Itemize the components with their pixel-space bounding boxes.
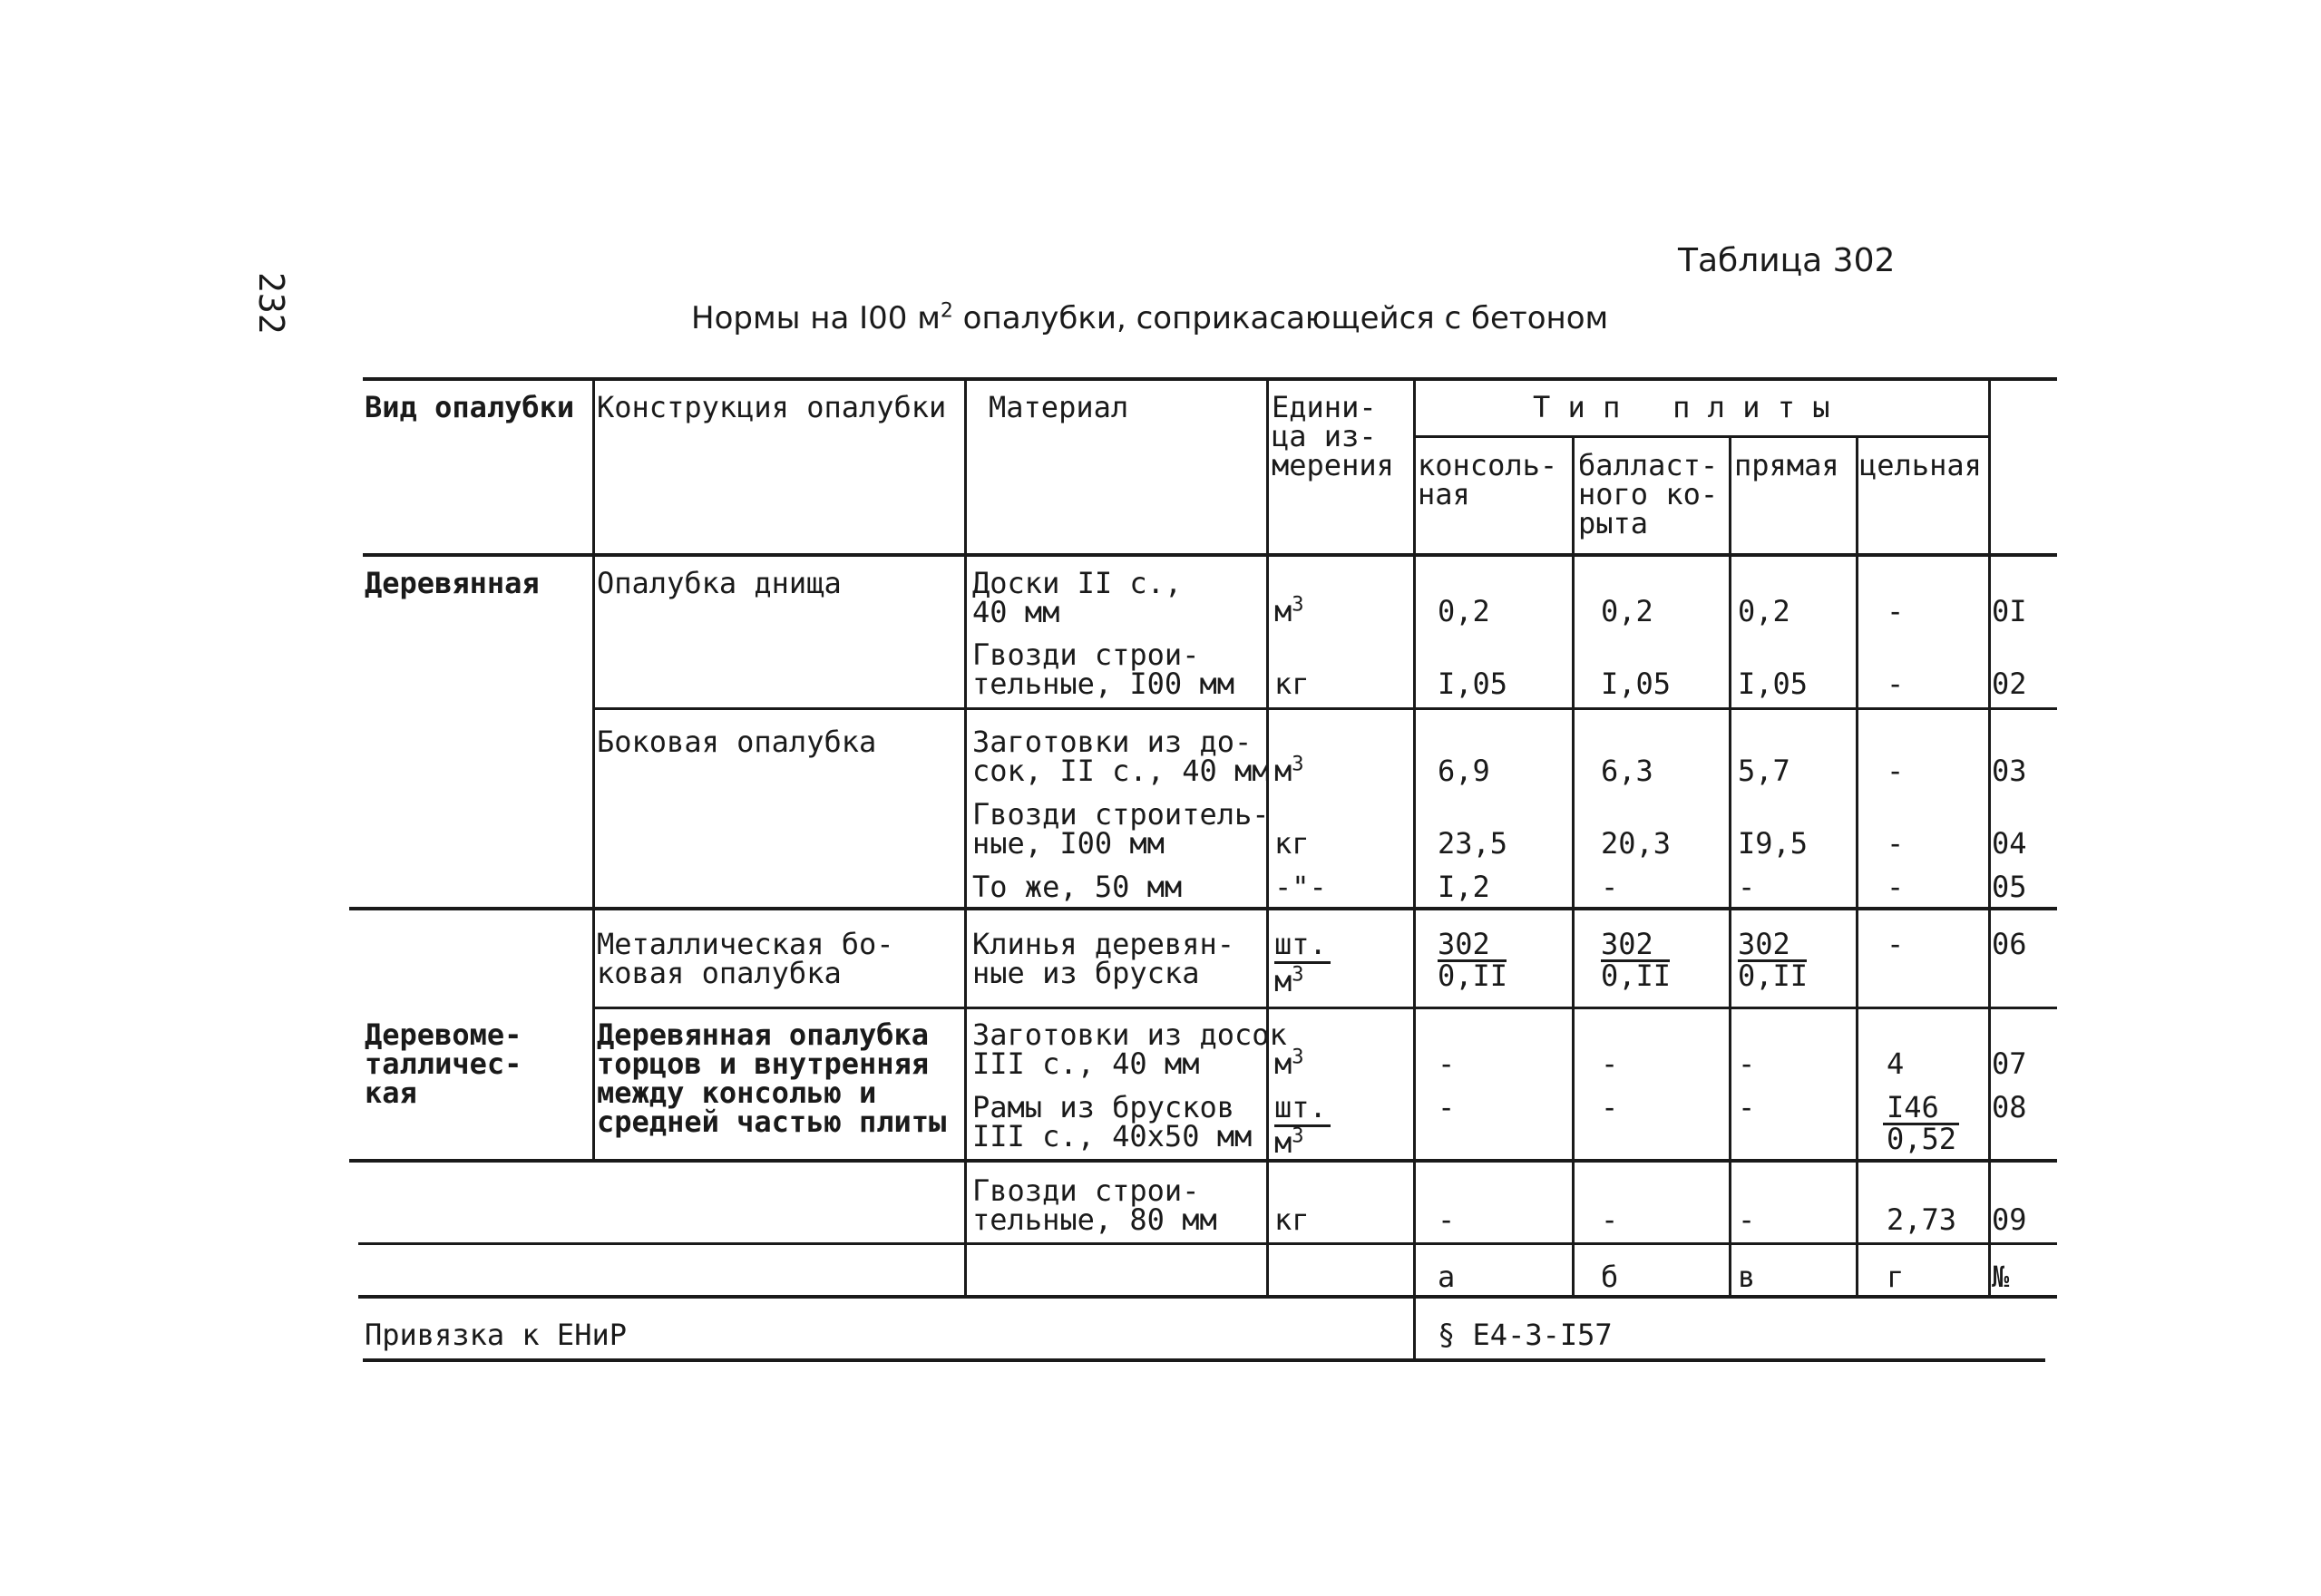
num-04: 04 <box>1992 826 2027 861</box>
header-c: прямая <box>1734 448 1839 482</box>
constr-woodface-4: средней частью плиты <box>597 1105 947 1139</box>
val-01-d: - <box>1887 594 1905 628</box>
title-rest: опалубки, соприкасающейся с бетоном <box>952 300 1609 336</box>
unit-04: кг <box>1274 826 1310 861</box>
rule-woodface <box>594 1007 2057 1009</box>
mat-07-1: Заготовки из досок <box>972 1017 1287 1052</box>
val-04-c: I9,5 <box>1738 826 1809 861</box>
constr-woodface-1: Деревянная опалубка <box>597 1017 930 1052</box>
val-03-c: 5,7 <box>1738 754 1790 788</box>
val-06-b-top: 302 <box>1601 927 1653 961</box>
unit-03-sup: 3 <box>1292 753 1304 776</box>
val-05-b: - <box>1601 870 1619 904</box>
num-01: 0I <box>1992 594 2027 628</box>
val-05-c: - <box>1738 870 1756 904</box>
mat-08-2: III с., 40x50 мм <box>972 1119 1253 1153</box>
val-02-d: - <box>1887 667 1905 701</box>
mat-02-2: тельные, I00 мм <box>972 667 1234 701</box>
table-label: Таблица 302 <box>1678 242 1896 279</box>
title-sup: 2 <box>940 299 953 323</box>
header-a-1: консоль- <box>1418 448 1558 482</box>
page-number: 232 <box>251 272 291 335</box>
constr-side: Боковая опалубка <box>597 725 877 759</box>
rule-side <box>594 707 2057 710</box>
group-woodmetal-2: талличес- <box>365 1046 522 1081</box>
header-unit-3: мерения <box>1272 448 1394 482</box>
header-b-3: рыта <box>1578 506 1649 540</box>
unit-08-top: шт. <box>1274 1090 1327 1124</box>
mat-01-2: 40 мм <box>972 595 1060 629</box>
unit-07-base: м <box>1274 1046 1292 1081</box>
mat-09-1: Гвозди строи- <box>972 1173 1200 1208</box>
mat-08-1: Рамы из брусков <box>972 1090 1234 1124</box>
val-04-d: - <box>1887 826 1905 861</box>
val-06-a-bot: 0,II <box>1438 959 1508 993</box>
val-08-b: - <box>1601 1090 1619 1124</box>
unit-08-base: м <box>1274 1125 1292 1160</box>
num-02: 02 <box>1992 667 2027 701</box>
col-sep-6 <box>1729 435 1731 1295</box>
mat-04-1: Гвозди строитель- <box>972 797 1270 832</box>
header-unit-1: Едини- <box>1272 390 1377 424</box>
table-title <box>691 299 1609 336</box>
unit-07 <box>1274 1046 1304 1081</box>
unit-01 <box>1274 593 1304 628</box>
unit-03-base: м <box>1274 754 1292 788</box>
footer-ref: § Е4-3-I57 <box>1438 1318 1613 1352</box>
val-03-d: - <box>1887 754 1905 788</box>
constr-metal-2: ковая опалубка <box>597 956 842 990</box>
val-08-d-top: I46 <box>1887 1090 1939 1124</box>
col-sep-1 <box>592 377 595 1159</box>
val-07-b: - <box>1601 1046 1619 1081</box>
unit-08-sup: 3 <box>1292 1124 1304 1148</box>
val-08-a: - <box>1438 1090 1456 1124</box>
val-08-d-bot: 0,52 <box>1887 1122 1957 1156</box>
unit-08-bot <box>1274 1124 1304 1160</box>
unit-06-sup: 3 <box>1292 963 1304 987</box>
num-07: 07 <box>1992 1046 2027 1081</box>
header-d: цельная <box>1859 448 1982 482</box>
val-07-a: - <box>1438 1046 1456 1081</box>
constr-woodface-3: между консолью и <box>597 1075 877 1110</box>
val-07-c: - <box>1738 1046 1756 1081</box>
letter-a: а <box>1438 1260 1456 1294</box>
title-main: Нормы на I00 м <box>691 300 941 336</box>
mat-06-1: Клинья деревян- <box>972 927 1234 961</box>
constr-woodface-2: торцов и внутренняя <box>597 1046 930 1081</box>
unit-01-base: м <box>1274 594 1292 628</box>
val-05-d: - <box>1887 870 1905 904</box>
unit-06-top: шт. <box>1274 927 1327 961</box>
letter-d: г <box>1887 1260 1905 1294</box>
val-02-b: I,05 <box>1601 667 1672 701</box>
unit-03 <box>1274 753 1304 788</box>
header-b-1: балласт- <box>1578 448 1719 482</box>
letter-b: б <box>1601 1260 1619 1294</box>
val-08-c: - <box>1738 1090 1756 1124</box>
rule-tip <box>1415 435 1991 438</box>
unit-09: кг <box>1274 1202 1310 1237</box>
letter-num: № <box>1992 1260 2010 1294</box>
mat-01-1: Доски II с., <box>972 566 1183 600</box>
rule-nails80 <box>358 1242 2057 1245</box>
unit-05: -"- <box>1274 870 1327 904</box>
val-03-b: 6,3 <box>1601 754 1653 788</box>
group-wood: Деревянная <box>365 566 540 600</box>
col-sep-3 <box>1266 377 1269 1295</box>
constr-bottom: Опалубка днища <box>597 566 842 600</box>
unit-06-bot <box>1274 963 1304 998</box>
val-06-d: - <box>1887 927 1905 961</box>
mat-03-2: сок, II с., 40 мм <box>972 754 1270 788</box>
rule-top <box>363 377 2057 381</box>
rule-metal <box>349 907 2057 910</box>
unit-02: кг <box>1274 667 1310 701</box>
letter-c: в <box>1738 1260 1756 1294</box>
num-09: 09 <box>1992 1202 2027 1237</box>
val-01-c: 0,2 <box>1738 594 1790 628</box>
header-unit-2: ца из- <box>1272 419 1377 453</box>
col-sep-4 <box>1413 377 1416 1360</box>
col-sep-8 <box>1988 377 1991 1295</box>
val-06-c-top: 302 <box>1738 927 1790 961</box>
header-b-2: ного ко- <box>1578 477 1719 511</box>
val-09-d: 2,73 <box>1887 1202 1957 1237</box>
unit-07-sup: 3 <box>1292 1046 1304 1069</box>
footer-label: Привязка к ЕНиР <box>365 1318 627 1352</box>
header-konstr: Конструкция опалубки <box>597 390 947 424</box>
mat-03-1: Заготовки из до- <box>972 725 1253 759</box>
val-09-a: - <box>1438 1202 1456 1237</box>
mat-04-2: ные, I00 мм <box>972 826 1165 861</box>
header-a-2: ная <box>1418 477 1470 511</box>
num-06: 06 <box>1992 927 2027 961</box>
mat-02-1: Гвозди строи- <box>972 637 1200 672</box>
rule-letters <box>358 1295 2057 1299</box>
val-06-b-bot: 0,II <box>1601 959 1672 993</box>
num-03: 03 <box>1992 754 2027 788</box>
val-04-a: 23,5 <box>1438 826 1508 861</box>
val-06-c-bot: 0,II <box>1738 959 1809 993</box>
val-03-a: 6,9 <box>1438 754 1490 788</box>
rule-group <box>349 1159 2057 1163</box>
group-woodmetal-3: кая <box>365 1075 417 1110</box>
header-tip: Т и п п л и т ы <box>1533 390 1830 424</box>
mat-09-2: тельные, 80 мм <box>972 1202 1217 1237</box>
mat-05: То же, 50 мм <box>972 870 1183 904</box>
val-02-a: I,05 <box>1438 667 1508 701</box>
val-02-c: I,05 <box>1738 667 1809 701</box>
col-sep-2 <box>964 377 967 1295</box>
header-material: Материал <box>989 390 1129 424</box>
group-woodmetal-1: Деревоме- <box>365 1017 522 1052</box>
num-08: 08 <box>1992 1090 2027 1124</box>
col-sep-5 <box>1572 435 1575 1295</box>
header-vid: Вид опалубки <box>365 390 575 424</box>
col-sep-7 <box>1856 435 1858 1295</box>
val-09-c: - <box>1738 1202 1756 1237</box>
num-05: 05 <box>1992 870 2027 904</box>
rule-bottom <box>363 1358 2045 1362</box>
val-06-a-top: 302 <box>1438 927 1490 961</box>
rule-header <box>363 553 2057 557</box>
mat-07-2: III с., 40 мм <box>972 1046 1200 1081</box>
unit-06-base: м <box>1274 964 1292 998</box>
constr-metal-1: Металлическая бо- <box>597 927 894 961</box>
val-09-b: - <box>1601 1202 1619 1237</box>
unit-01-sup: 3 <box>1292 593 1304 617</box>
val-04-b: 20,3 <box>1601 826 1672 861</box>
val-07-d: 4 <box>1887 1046 1905 1081</box>
mat-06-2: ные из бруска <box>972 956 1200 990</box>
val-05-a: I,2 <box>1438 870 1490 904</box>
val-01-b: 0,2 <box>1601 594 1653 628</box>
val-01-a: 0,2 <box>1438 594 1490 628</box>
